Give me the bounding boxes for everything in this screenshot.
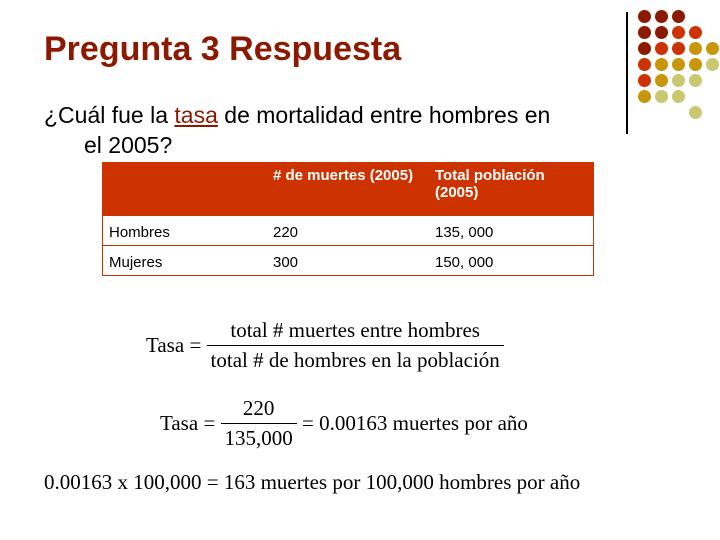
dot bbox=[638, 74, 651, 87]
formula-rate-per-100000: 0.00163 x 100,000 = 163 muertes por 100,000 hombres por año bbox=[44, 470, 581, 494]
table-header-row bbox=[103, 162, 594, 216]
formula-lhs: Tasa bbox=[160, 411, 199, 435]
dot bbox=[638, 58, 651, 71]
dot bbox=[706, 42, 719, 55]
dot bbox=[689, 26, 702, 39]
header-population: Total población (2005) bbox=[429, 162, 594, 216]
dot bbox=[672, 10, 685, 23]
dot bbox=[689, 74, 702, 87]
formula-numerator: total # muertes entre hombres bbox=[207, 318, 504, 346]
question-before: ¿Cuál fue la bbox=[44, 102, 175, 128]
row-label: Mujeres bbox=[103, 246, 268, 276]
table-row bbox=[103, 246, 594, 276]
mortality-table bbox=[102, 162, 594, 276]
dot bbox=[638, 26, 651, 39]
question-line2: el 2005? bbox=[84, 132, 173, 158]
deaths-value: 300 bbox=[267, 246, 429, 276]
dot bbox=[672, 74, 685, 87]
dot bbox=[689, 106, 702, 119]
header-deaths: # de muertes (2005) bbox=[267, 162, 429, 216]
formula-calculation bbox=[160, 396, 528, 451]
formula-equals: = bbox=[189, 333, 202, 357]
question-text bbox=[44, 100, 684, 160]
dot bbox=[655, 26, 668, 39]
dot bbox=[672, 26, 685, 39]
formula-lhs: Tasa bbox=[146, 333, 185, 357]
header-cell-empty bbox=[103, 162, 268, 216]
question-after: de mortalidad entre hombres en bbox=[217, 102, 551, 128]
formula-definition bbox=[146, 318, 504, 373]
slide-title: Pregunta 3 Respuesta bbox=[44, 30, 402, 68]
dot bbox=[672, 42, 685, 55]
formula-equals: = bbox=[203, 411, 216, 435]
formula-result: = 0.00163 muertes por año bbox=[302, 411, 528, 435]
table-row bbox=[103, 216, 594, 246]
deaths-value: 220 bbox=[267, 216, 429, 246]
dot bbox=[689, 58, 702, 71]
population-value: 150, 000 bbox=[429, 246, 594, 276]
dot bbox=[706, 58, 719, 71]
dot bbox=[655, 74, 668, 87]
formula-numerator: 220 bbox=[221, 396, 297, 424]
tasa-link[interactable]: tasa bbox=[174, 102, 218, 128]
dot bbox=[655, 58, 668, 71]
formula-fraction bbox=[207, 318, 504, 373]
dot bbox=[672, 58, 685, 71]
dot bbox=[655, 42, 668, 55]
dot bbox=[655, 10, 668, 23]
dot bbox=[689, 42, 702, 55]
formula-denominator: total # de hombres en la población bbox=[210, 348, 500, 372]
dot bbox=[638, 10, 651, 23]
formula-denominator: 135,000 bbox=[224, 426, 293, 450]
population-value: 135, 000 bbox=[429, 216, 594, 246]
formula-fraction bbox=[221, 396, 297, 451]
dot bbox=[638, 42, 651, 55]
row-label: Hombres bbox=[103, 216, 268, 246]
